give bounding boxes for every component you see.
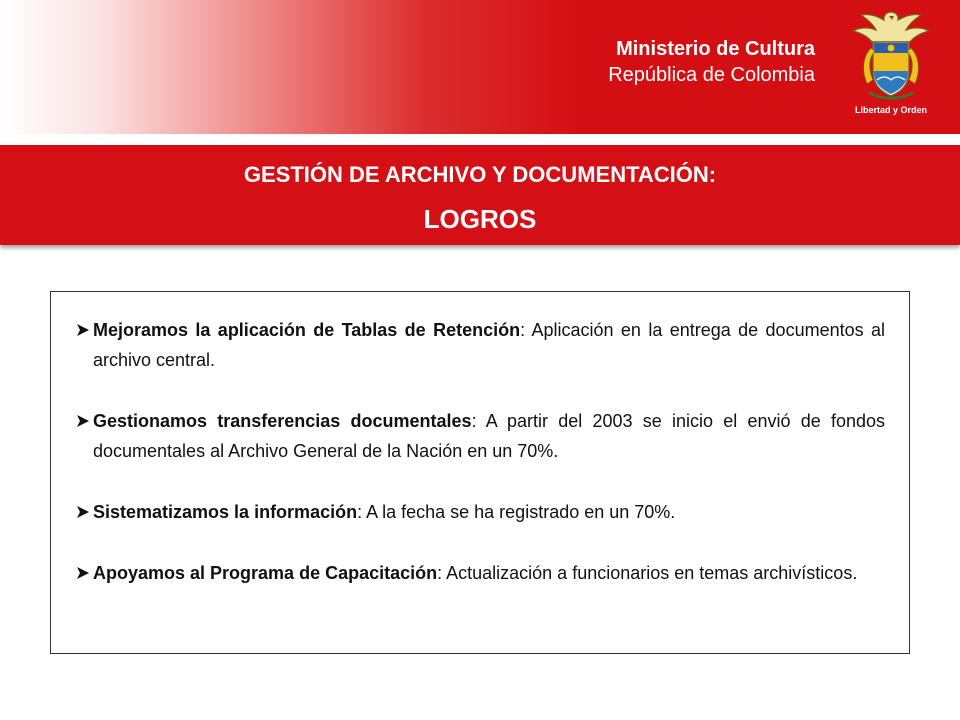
title-banner	[0, 145, 960, 245]
page-title: GESTIÓN DE ARCHIVO Y DOCUMENTACIÓN:	[243, 162, 717, 187]
page-subtitle: LOGROS	[423, 204, 537, 234]
achievements-box	[50, 291, 910, 654]
achievement-title: Mejoramos la aplicación de Tablas de Retención	[93, 320, 521, 340]
achievement-text: : A la fecha se ha registrado en un 70%.	[357, 502, 676, 522]
arrowhead-bullet-icon	[77, 506, 89, 518]
list-item	[77, 406, 885, 466]
achievement-text: : A partir del 2003 se inicio el envió de fondos documentales al Archivo General de la Nación en un 70%.	[93, 411, 885, 461]
colombia-coat-of-arms-icon	[843, 6, 939, 128]
achievement-text: : Aplicación en la entrega de documentos al archivo central.	[93, 320, 886, 370]
arrowhead-bullet-icon	[77, 567, 89, 579]
list-item	[77, 497, 885, 527]
top-banner	[0, 0, 960, 134]
ministry-block	[608, 36, 815, 88]
arrowhead-bullet-icon	[77, 324, 89, 336]
achievement-title: Apoyamos al Programa de Capacitación	[93, 563, 438, 583]
achievements-list	[77, 315, 885, 588]
arrowhead-bullet-icon	[77, 415, 89, 427]
achievement-title: Gestionamos transferencias documentales	[93, 411, 472, 431]
svg-text:Libertad y Orden: Libertad y Orden	[854, 105, 928, 115]
list-item	[77, 558, 885, 588]
ministry-country: República de Colombia	[608, 64, 815, 86]
list-item	[77, 315, 885, 375]
ministry-name: Ministerio de Cultura	[616, 38, 815, 60]
achievement-title: Sistematizamos la información	[93, 502, 358, 522]
achievement-text: : Actualización a funcionarios en temas archivísticos.	[437, 563, 858, 583]
